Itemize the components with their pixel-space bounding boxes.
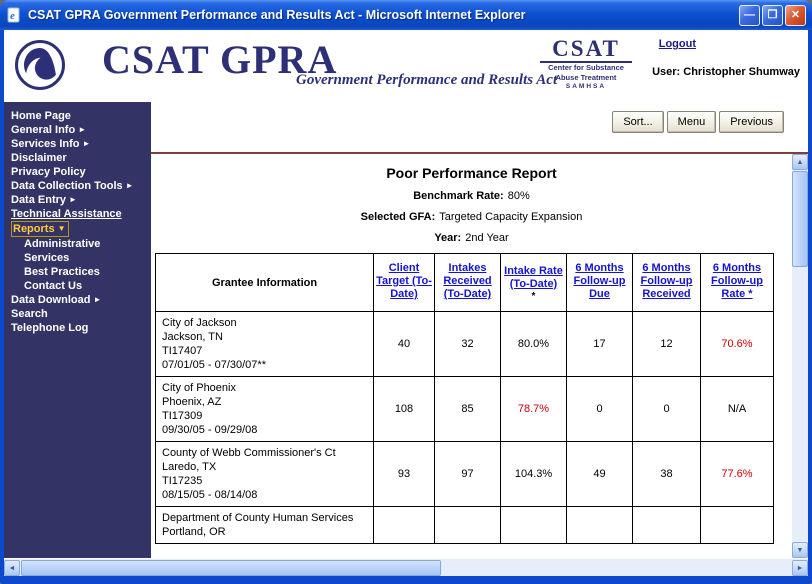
- csat-logo-line1: Center for Substance: [548, 63, 624, 73]
- sidebar-item-data-entry[interactable]: Data Entry ►: [11, 194, 77, 206]
- followup-due-cell: 17: [567, 312, 633, 377]
- intakes-received-cell: 97: [435, 442, 501, 507]
- sidebar-item-services-info[interactable]: Services Info ►: [11, 138, 91, 150]
- grantee-dates: 09/30/05 - 09/29/08: [162, 424, 258, 436]
- selected-gfa-value: Targeted Capacity Expansion: [439, 211, 583, 223]
- intake-rate-sort-link[interactable]: Intake Rate (To-Date): [504, 264, 563, 290]
- logout-link[interactable]: Logout: [658, 38, 696, 50]
- window-title: CSAT GPRA Government Performance and Results Act - Microsoft Internet Explorer: [28, 8, 526, 22]
- grantee-dates: 08/15/05 - 08/14/08: [162, 489, 258, 501]
- client-target-cell: [374, 507, 435, 544]
- sort-button[interactable]: Sort...: [612, 111, 663, 133]
- table-row: [156, 507, 774, 544]
- grantee-location: Laredo, TX: [162, 461, 217, 473]
- benchmark-rate-label: Benchmark Rate:: [413, 190, 504, 202]
- intake-rate-cell: [501, 507, 567, 544]
- ie-icon: [6, 7, 22, 23]
- hhs-logo-icon: [14, 39, 66, 94]
- intakes-received-cell: [435, 507, 501, 544]
- grantee-id: TI17309: [162, 410, 203, 422]
- scroll-left-button[interactable]: ◄: [4, 560, 20, 576]
- table-row: [156, 312, 774, 377]
- grantee-location: Phoenix, AZ: [162, 396, 222, 408]
- followup-due-cell: 49: [567, 442, 633, 507]
- grantee-info-cell: [156, 442, 374, 507]
- csat-logo: [540, 37, 632, 90]
- maximize-button[interactable]: ❐: [762, 5, 783, 26]
- followup-received-cell: 0: [633, 377, 701, 442]
- intakes-received-cell: 32: [435, 312, 501, 377]
- app-brand: CSAT GPRA: [102, 37, 338, 82]
- submenu-arrow-icon: ►: [125, 181, 134, 190]
- submenu-expanded-icon: ▼: [57, 224, 66, 233]
- grantee-name: County of Webb Commissioner's Ct: [162, 447, 336, 459]
- report-table: [155, 253, 774, 544]
- client-target-sort-link[interactable]: Client Target (To-Date): [376, 262, 432, 300]
- grantee-dates: 07/01/05 - 07/30/07**: [162, 359, 266, 371]
- followup-due-sort-link[interactable]: 6 Months Follow-up Due: [573, 262, 626, 300]
- grantee-info-header: Grantee Information: [156, 254, 374, 312]
- benchmark-rate-value: 80%: [507, 190, 530, 202]
- client-target-cell: 40: [374, 312, 435, 377]
- minimize-button[interactable]: —: [739, 5, 760, 26]
- intake-rate-cell: 80.0%: [501, 312, 567, 377]
- year-value: 2nd Year: [465, 232, 509, 244]
- sidebar-item-administrative-services[interactable]: Administrative Services: [24, 238, 101, 264]
- sidebar-item-best-practices[interactable]: Best Practices: [24, 266, 100, 278]
- csat-logo-line3: SAMHSA: [565, 82, 607, 90]
- report-frame: [151, 154, 792, 558]
- sidebar-item-search[interactable]: Search: [11, 308, 48, 320]
- sidebar-item-contact-us[interactable]: Contact Us: [24, 280, 83, 292]
- browser-content: [4, 30, 808, 576]
- previous-button[interactable]: Previous: [719, 111, 784, 133]
- page-title: Poor Performance Report: [386, 165, 557, 181]
- scroll-down-button[interactable]: ▼: [792, 542, 808, 558]
- followup-rate-cell: N/A: [701, 377, 774, 442]
- grantee-location: Portland, OR: [162, 526, 226, 538]
- grantee-name: City of Phoenix: [162, 382, 236, 394]
- followup-rate-sort-link[interactable]: 6 Months Follow-up Rate *: [711, 262, 763, 300]
- table-row: [156, 442, 774, 507]
- followup-rate-cell: 77.6%: [701, 442, 774, 507]
- title-bar[interactable]: [0, 0, 812, 30]
- intakes-received-cell: 85: [435, 377, 501, 442]
- submenu-arrow-icon: ►: [93, 295, 102, 304]
- scroll-up-button[interactable]: ▲: [792, 154, 808, 170]
- content-area: [151, 102, 808, 558]
- grantee-id: TI17235: [162, 475, 203, 487]
- table-header-row: [156, 254, 774, 312]
- vertical-scrollbar[interactable]: [792, 154, 808, 558]
- grantee-name: City of Jackson: [162, 317, 237, 329]
- sidebar-nav: [4, 102, 151, 558]
- csat-logo-line2: Abuse Treatment: [555, 72, 617, 82]
- year-label: Year:: [434, 232, 462, 244]
- table-row: [156, 377, 774, 442]
- submenu-arrow-icon: ►: [78, 125, 87, 134]
- menu-button[interactable]: Menu: [667, 111, 717, 133]
- vertical-scrollbar-thumb[interactable]: [792, 171, 808, 267]
- intake-rate-cell: 78.7%: [501, 377, 567, 442]
- intakes-received-sort-link[interactable]: Intakes Received (To-Date): [443, 262, 492, 300]
- grantee-id: TI17407: [162, 345, 203, 357]
- followup-received-cell: [633, 507, 701, 544]
- client-target-cell: 108: [374, 377, 435, 442]
- followup-rate-cell: 70.6%: [701, 312, 774, 377]
- benchmark-rate-line: [151, 190, 792, 202]
- submenu-arrow-icon: ►: [82, 139, 91, 148]
- selected-gfa-line: [151, 211, 792, 223]
- horizontal-scrollbar-thumb[interactable]: [21, 560, 441, 576]
- sidebar-item-disclaimer[interactable]: Disclaimer: [11, 152, 67, 164]
- main-area: [4, 102, 808, 558]
- followup-received-cell: 38: [633, 442, 701, 507]
- user-label: User: Christopher Shumway: [652, 66, 800, 78]
- followup-due-cell: [567, 507, 633, 544]
- horizontal-scrollbar[interactable]: [4, 558, 808, 576]
- selected-gfa-label: Selected GFA:: [360, 211, 436, 223]
- sidebar-item-privacy-policy[interactable]: Privacy Policy: [11, 166, 86, 178]
- grantee-info-cell: [156, 507, 374, 544]
- year-line: [151, 232, 792, 244]
- followup-rate-cell: [701, 507, 774, 544]
- grantee-info-cell: [156, 377, 374, 442]
- submenu-arrow-icon: ►: [69, 195, 77, 204]
- sidebar-item-data-download[interactable]: Data Download ►: [11, 294, 102, 306]
- app-tagline: Government Performance and Results Act: [296, 72, 558, 88]
- sidebar-item-technical-assistance[interactable]: Technical Assistance: [11, 208, 122, 220]
- intake-rate-cell: 104.3%: [501, 442, 567, 507]
- grantee-info-cell: [156, 312, 374, 377]
- grantee-name: Department of County Human Services: [162, 512, 354, 524]
- sidebar-item-data-collection-tools[interactable]: Data Collection Tools ►: [11, 180, 134, 192]
- sidebar-item-telephone-log[interactable]: Telephone Log: [11, 322, 89, 334]
- sidebar-item-home-page[interactable]: Home Page: [11, 110, 71, 122]
- client-target-cell: 93: [374, 442, 435, 507]
- app-header: [4, 30, 808, 102]
- followup-due-cell: 0: [567, 377, 633, 442]
- grantee-location: Jackson, TN: [162, 331, 223, 343]
- sidebar-item-general-info[interactable]: General Info ►: [11, 124, 87, 136]
- close-button[interactable]: ✕: [785, 5, 806, 26]
- csat-logo-name: CSAT: [540, 37, 632, 63]
- followup-received-cell: 12: [633, 312, 701, 377]
- scroll-right-button[interactable]: ►: [792, 560, 808, 576]
- toolbar: [612, 111, 784, 133]
- sidebar-item-reports[interactable]: Reports ▼: [11, 221, 147, 237]
- footnote-mark: *: [531, 290, 536, 302]
- svg-text:e: e: [10, 10, 15, 22]
- followup-received-sort-link[interactable]: 6 Months Follow-up Received: [640, 262, 693, 300]
